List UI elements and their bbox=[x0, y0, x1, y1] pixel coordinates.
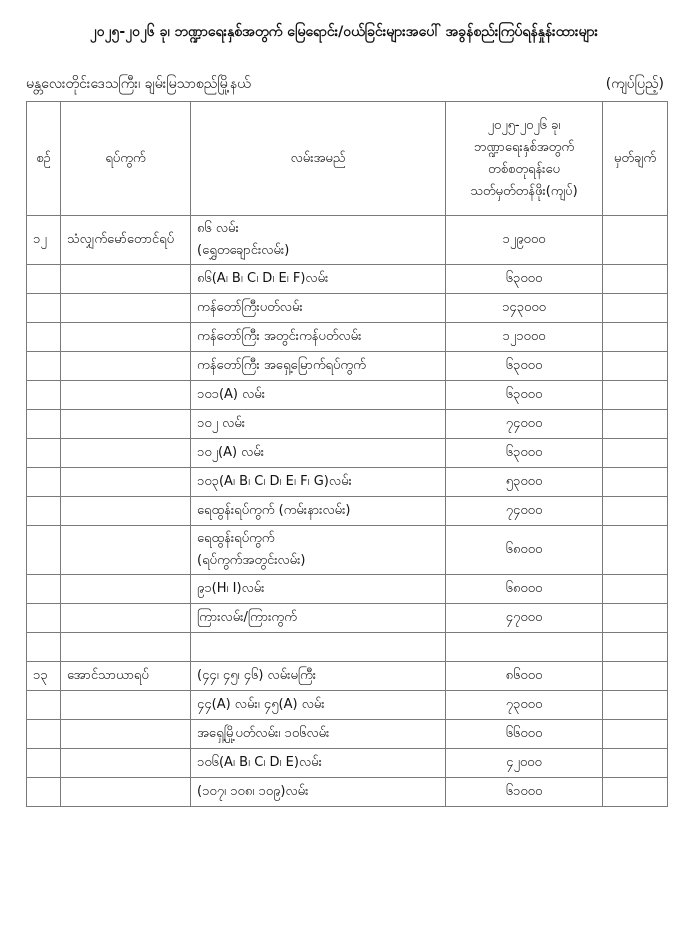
row-number bbox=[27, 633, 61, 662]
rate-value: ၁၂၁၀၀၀ bbox=[446, 323, 603, 352]
road-name bbox=[191, 749, 446, 778]
road-name bbox=[191, 633, 446, 662]
remark bbox=[603, 439, 668, 468]
rate-value: ၇၄၀၀၀ bbox=[446, 497, 603, 526]
ward-name bbox=[61, 720, 191, 749]
rate-value: ၅၃၀၀၀ bbox=[446, 468, 603, 497]
road-name bbox=[191, 410, 446, 439]
document-title: ၂၀၂၅-၂၀၂၆ ခု၊ ဘဏ္ဍာရေးနှစ်အတွက် မြေရောင်း/ဝယ်ခြင်းများအပေါ် အခွန်စည်းကြပ်ရန်နှုန်းထားများ bbox=[89, 24, 599, 40]
road-name-line: ၄၄(A) လမ်း၊ ၄၅(A) လမ်း bbox=[197, 697, 325, 712]
row-number bbox=[27, 604, 61, 633]
rate-value: ၆၈၀၀၀ bbox=[446, 575, 603, 604]
rate-value: ၄၂၀၀၀ bbox=[446, 749, 603, 778]
rate-value: ၈၆၀၀၀ bbox=[446, 662, 603, 691]
ward-name bbox=[61, 265, 191, 294]
remark bbox=[603, 381, 668, 410]
remark bbox=[603, 352, 668, 381]
ward-name bbox=[61, 526, 191, 575]
road-name bbox=[191, 778, 446, 807]
table-row bbox=[27, 352, 668, 381]
row-number bbox=[27, 265, 61, 294]
road-name bbox=[191, 526, 446, 575]
ward-name bbox=[61, 352, 191, 381]
remark bbox=[603, 778, 668, 807]
road-name bbox=[191, 662, 446, 691]
rate-value: ၆၆၀၀၀ bbox=[446, 720, 603, 749]
ward-name bbox=[61, 468, 191, 497]
road-name bbox=[191, 604, 446, 633]
rate-value: ၄၇၀၀၀ bbox=[446, 604, 603, 633]
table-row bbox=[27, 468, 668, 497]
road-name bbox=[191, 575, 446, 604]
road-name-line: ၈၆ လမ်း bbox=[197, 221, 239, 236]
road-name-line: ကန်တော်ကြီး အတွင်းကန်ပတ်လမ်း bbox=[197, 329, 362, 344]
ward-name bbox=[61, 633, 191, 662]
header-value-line: ၂၀၂၅-၂၀၂၆ ခု၊ bbox=[487, 117, 561, 133]
table-row bbox=[27, 265, 668, 294]
road-name bbox=[191, 720, 446, 749]
road-name-line: ၁၀၁(A) လမ်း bbox=[197, 387, 266, 402]
road-name-line: ကြားလမ်း/ကြားကွက် bbox=[197, 610, 297, 625]
land-rate-table bbox=[26, 101, 668, 807]
road-name-line: အရှေ့မြို့ပတ်လမ်း၊ ၁၀၆လမ်း bbox=[197, 726, 330, 741]
row-number bbox=[27, 749, 61, 778]
rate-value bbox=[446, 633, 603, 662]
ward-name bbox=[61, 497, 191, 526]
row-number bbox=[27, 720, 61, 749]
header-ward: ရပ်ကွက် bbox=[61, 102, 191, 216]
table-row bbox=[27, 410, 668, 439]
road-name-line: (၄၄၊ ၄၅၊ ၄၆) လမ်းမကြီး bbox=[197, 668, 317, 683]
remark bbox=[603, 662, 668, 691]
table-row bbox=[27, 575, 668, 604]
rate-value: ၆၃၀၀၀ bbox=[446, 439, 603, 468]
row-number bbox=[27, 526, 61, 575]
table-row bbox=[27, 323, 668, 352]
ward-name bbox=[61, 439, 191, 468]
remark bbox=[603, 691, 668, 720]
row-number: ၁၂ bbox=[27, 216, 61, 265]
road-name-line: ၁၀၃(A၊ B၊ C၊ D၊ E၊ F၊ G)လမ်း bbox=[197, 474, 352, 489]
road-name-line: ကန်တော်ကြီးပတ်လမ်း bbox=[197, 300, 303, 315]
row-number bbox=[27, 323, 61, 352]
row-number bbox=[27, 381, 61, 410]
ward-name bbox=[61, 323, 191, 352]
road-name-line: ရေထွန်းရပ်ကွက် (ကမ်းနားလမ်း) bbox=[197, 503, 351, 518]
table-row bbox=[27, 720, 668, 749]
road-name bbox=[191, 265, 446, 294]
rate-value: ၁၄၃၀၀၀ bbox=[446, 294, 603, 323]
rate-value: ၆၃၀၀၀ bbox=[446, 265, 603, 294]
road-name-line: ၁၀၆(A၊ B၊ C၊ D၊ E)လမ်း bbox=[197, 755, 322, 770]
road-name bbox=[191, 468, 446, 497]
road-name bbox=[191, 323, 446, 352]
road-name-line: ရေထွန်းရပ်ကွက် bbox=[197, 531, 275, 546]
road-name-line: (ရပ်ကွက်အတွင်းလမ်း) bbox=[197, 553, 306, 568]
unit-label: (ကျပ်ပြည့်) bbox=[605, 76, 664, 92]
road-name-line: ၁၀၂ လမ်း bbox=[197, 416, 246, 431]
header-value-line: တစ်စတုရန်းပေ bbox=[488, 161, 560, 177]
remark bbox=[603, 526, 668, 575]
header-value-line: ဘဏ္ဍာရေးနှစ်အတွက် bbox=[473, 139, 575, 155]
table-row bbox=[27, 526, 668, 575]
remark bbox=[603, 410, 668, 439]
ward-name bbox=[61, 410, 191, 439]
ward-name bbox=[61, 691, 191, 720]
row-number bbox=[27, 778, 61, 807]
ward-name bbox=[61, 749, 191, 778]
road-name-line: ၉၁(H၊ I)လမ်း bbox=[197, 581, 265, 596]
table-row bbox=[27, 662, 668, 691]
row-number bbox=[27, 439, 61, 468]
rate-value: ၆၈၀၀၀ bbox=[446, 526, 603, 575]
rate-value: ၆၃၀၀၀ bbox=[446, 381, 603, 410]
table-row bbox=[27, 216, 668, 265]
rate-value: ၇၃၀၀၀ bbox=[446, 691, 603, 720]
header-road: လမ်းအမည် bbox=[191, 102, 446, 216]
header-value-line: သတ်မှတ်တန်ဖိုး(ကျပ်) bbox=[470, 183, 578, 199]
table-row bbox=[27, 633, 668, 662]
remark bbox=[603, 720, 668, 749]
remark bbox=[603, 468, 668, 497]
row-number: ၁၃ bbox=[27, 662, 61, 691]
row-number bbox=[27, 468, 61, 497]
road-name-line: ကန်တော်ကြီး အရှေ့မြောက်ရပ်ကွက် bbox=[197, 358, 366, 373]
table-row bbox=[27, 691, 668, 720]
remark bbox=[603, 265, 668, 294]
row-number bbox=[27, 497, 61, 526]
ward-name: အောင်သာယာရပ် bbox=[61, 662, 191, 691]
road-name bbox=[191, 216, 446, 265]
ward-name bbox=[61, 575, 191, 604]
ward-name: သံလျှက်မော်တောင်ရပ် bbox=[61, 216, 191, 265]
remark bbox=[603, 749, 668, 778]
road-name bbox=[191, 439, 446, 468]
header-remark: မှတ်ချက် bbox=[603, 102, 668, 216]
table-row bbox=[27, 294, 668, 323]
road-name-line: (၁၀၇၊ ၁၀၈၊ ၁၀၉)လမ်း bbox=[197, 784, 309, 799]
remark bbox=[603, 323, 668, 352]
rate-value: ၆၁၀၀၀ bbox=[446, 778, 603, 807]
table-row bbox=[27, 439, 668, 468]
ward-name bbox=[61, 604, 191, 633]
road-name bbox=[191, 691, 446, 720]
remark bbox=[603, 604, 668, 633]
table-row bbox=[27, 381, 668, 410]
road-name-line: (ရွှေတချောင်းလမ်း) bbox=[197, 243, 290, 258]
header-value bbox=[446, 102, 603, 216]
table-header-row bbox=[27, 102, 668, 216]
row-number bbox=[27, 691, 61, 720]
table-body bbox=[27, 216, 668, 807]
remark bbox=[603, 575, 668, 604]
ward-name bbox=[61, 294, 191, 323]
road-name-line: ၈၆(A၊ B၊ C၊ D၊ E၊ F)လမ်း bbox=[197, 271, 329, 286]
road-name bbox=[191, 381, 446, 410]
remark bbox=[603, 216, 668, 265]
ward-name bbox=[61, 778, 191, 807]
remark bbox=[603, 633, 668, 662]
row-number bbox=[27, 294, 61, 323]
road-name bbox=[191, 294, 446, 323]
rate-value: ၇၄၀၀၀ bbox=[446, 410, 603, 439]
table-row bbox=[27, 497, 668, 526]
ward-name bbox=[61, 381, 191, 410]
row-number bbox=[27, 352, 61, 381]
remark bbox=[603, 294, 668, 323]
table-row bbox=[27, 604, 668, 633]
rate-value: ၁၂၉၀၀၀ bbox=[446, 216, 603, 265]
row-number bbox=[27, 575, 61, 604]
road-name-line: ၁၀၂(A) လမ်း bbox=[197, 445, 265, 460]
region-label: မန္တလေးတိုင်းဒေသကြီး၊ ချမ်းမြသာစည်မြို့နယ် bbox=[26, 76, 251, 92]
road-name bbox=[191, 497, 446, 526]
table-row bbox=[27, 778, 668, 807]
remark bbox=[603, 497, 668, 526]
road-name bbox=[191, 352, 446, 381]
header-no: စဉ် bbox=[27, 102, 61, 216]
row-number bbox=[27, 410, 61, 439]
rate-value: ၆၃၀၀၀ bbox=[446, 352, 603, 381]
table-row bbox=[27, 749, 668, 778]
